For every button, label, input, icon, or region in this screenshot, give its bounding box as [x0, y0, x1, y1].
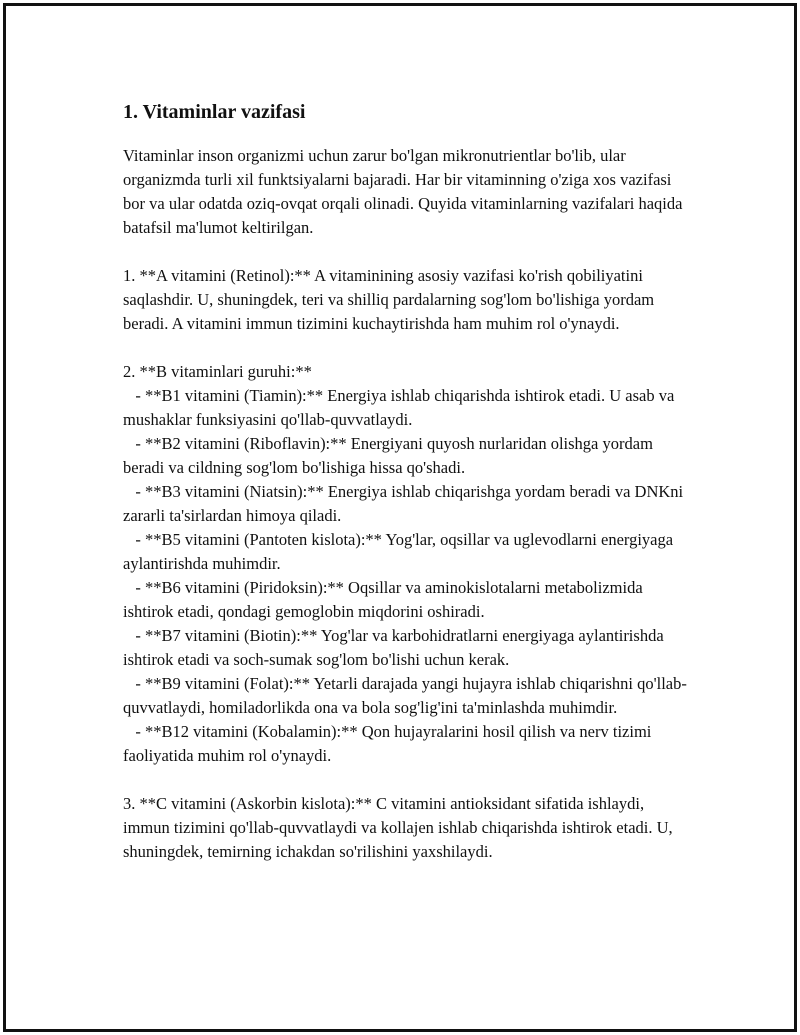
document-title: 1. Vitaminlar vazifasi: [123, 101, 306, 123]
document-body: Vitaminlar inson organizmi uchun zarur bo'lgan mikronutrientlar bo'lib, ular organizmda turli xil funktsiyalarni bajaradi. Har bir vitaminning o'ziga xos vazifasi bor va ular odatda oziq-ovqat orqali olinadi. Quyida vitaminlarning vazifalari haqida batafsil ma'lumot keltirilgan. 1. **A vitamini (Retinol):** A vitaminining asosiy vazifasi ko'rish qobiliyatini saqlashdir. U, shuningdek, teri va shilliq pardalarning sog'lom bo'lishiga yordam beradi. A vitamini immun tizimini kuchaytirishda ham muhim rol o'ynaydi. 2. **B vitaminlari guruhi:** - **B1 vitamini (Tiamin):** Energiya ishlab chiqarishda ishtirok etadi. U asab va mushaklar funksiyasini qo'llab-quvvatlaydi. - **B2 vitamini (Riboflavin):** Energiyani quyosh nurlaridan olishga yordam beradi va cildning sog'lom bo'lishiga hissa qo'shadi. - **B3 vitamini (Niatsin):** Energiya ishlab chiqarishga yordam beradi va DNKni zararli ta'sirlardan himoya qiladi. - **B5 vitamini (Pantoten kislota):** Yog'lar, oqsillar va uglevodlarni energiyaga aylantirishda muhimdir. - **B6 vitamini (Piridoksin):** Oqsillar va aminokislotalarni metabolizmida ishtirok etadi, qondagi gemoglobin miqdorini oshiradi. - **B7 vitamini (Biotin):** Yog'lar va karbohidratlarni energiyaga aylantirishda ishtirok etadi va soch-sumak sog'lom bo'lishi uchun kerak. - **B9 vitamini (Folat):** Yetarli darajada yangi hujayra ishlab chiqarishni qo'llab-quvvatlaydi, homiladorlikda ona va bola sog'lig'ini ta'minlashda muhimdir. - **B12 vitamini (Kobalamin):** Qon hujayralarini hosil qilish va nerv tizimi faoliyatida muhim rol o'ynaydi. 3. **C vitamini (Askorbin kislota):** C vitamini antioksidant sifatida ishlaydi, immun tizimini qo'llab-quvvatlaydi va kollajen ishlab chiqarishda ishtirok etadi. U, shuningdek, temirning ichakdan so'rilishini yaxshilaydi.: [123, 146, 687, 861]
document-content: [123, 96, 693, 864]
document-page: [3, 3, 797, 1032]
